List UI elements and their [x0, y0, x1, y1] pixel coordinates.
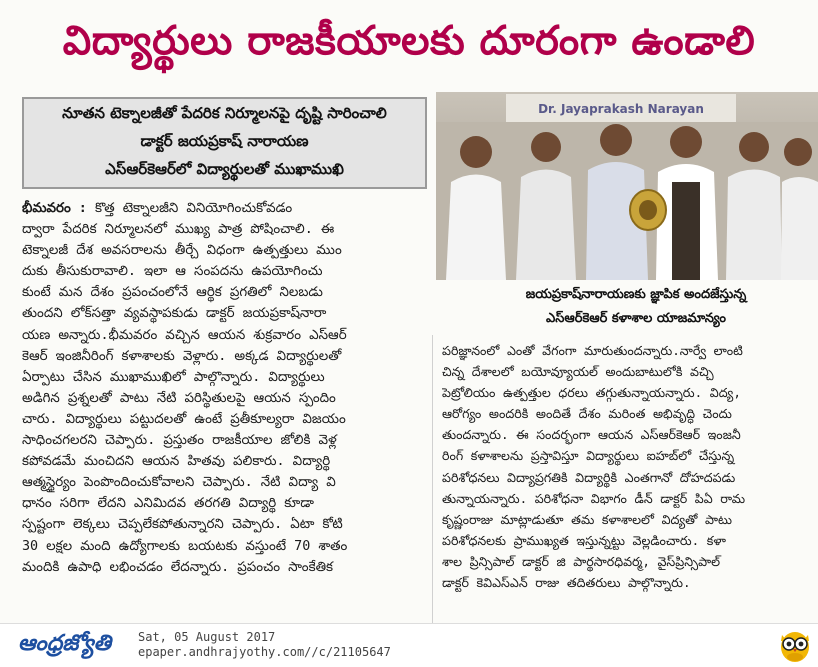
article-line: మందికి ఉపాధి లభించడం లేదన్నారు. ప్రపంచం సాంకేతిక: [22, 559, 334, 575]
article-line: రింగ్ కళాశాలను ప్రస్తావిస్తూ విద్యార్థులు ఐహబ్‌లో చేస్తున్న: [442, 448, 735, 464]
article-left-column: [22, 198, 427, 620]
article-line: తుందని లోక్‌సత్తా వ్యవస్థాపకుడు డాక్టర్ జయప్రకాష్‌నారా: [22, 306, 327, 322]
article-line: చారు. విద్యార్థులు పట్టుదలతో ఉంటే ప్రతీకూల్యరా విజయం: [22, 411, 346, 427]
epaper-url[interactable]: epaper.andhrajyothy.com//c/21105647: [138, 645, 391, 659]
article-line: దుకు తీసుకురావాలి. ఇలా ఆ సంపదను ఉపయోగించు: [22, 264, 323, 280]
article-line: భీమవరం : కొత్త టెక్నాలజీని వినియోగించుకోవడం: [22, 201, 293, 216]
article-line: పెట్రోలియం ఉత్పత్తుల ధరలు తగ్గుతున్నాయన్నారు. విద్య,: [442, 385, 741, 401]
footer: [0, 623, 818, 667]
article-line: సాధించగలరని చెప్పారు. ప్రస్తుతం రాజకీయాల జోలికి వెళ్ల: [22, 433, 337, 449]
article-line: తున్నాయన్నారు. పరిశోధనా విభాగం డీన్ డాక్టర్ పిఏ రామ: [442, 490, 746, 506]
subheadline-line-1: నూతన టెక్నాలజీతో పేదరిక నిర్మూలనపై దృష్టి సారించాలి: [62, 104, 387, 122]
footer-meta: [138, 630, 391, 660]
andhrajyothy-logo[interactable]: ఆంధ్రజ్యోతి: [18, 631, 111, 656]
subheadline-line-2: డాక్టర్ జయప్రకాష్ నారాయణ: [140, 132, 309, 150]
dateline: భీమవరం :: [22, 201, 87, 216]
article-line: యణ అన్నారు.భీమవరం వచ్చిన ఆయన శుక్రవారం ఎస్ఆర్: [22, 327, 347, 343]
article-line: ఆరోగ్యం అందరికి అందితే దేశం మరింత అభివృద్ధి చెందు: [442, 406, 732, 422]
article-line: శాల ప్రిన్సిపాల్ డాక్టర్ జి పార్థసారధివర్మ, వైస్‌ప్రిన్సిపాల్: [442, 553, 721, 569]
article-line: స్పష్టంగా లెక్కలు చెప్పలేకపోతున్నారని చెప్పారు. ఏటా కోటి: [22, 517, 343, 533]
article-line: చిన్న దేశాలలో బయోవ్యూయల్ అందుబాటులోకి వచ్చి: [442, 364, 714, 380]
caption-line-1: జయప్రకాష్‌నారాయణకు జ్ఞాపిక అందజేస్తున్న: [525, 287, 747, 302]
article-right-column: [442, 340, 814, 625]
subheadline-box: [22, 97, 427, 189]
article-line: ఆత్మస్థైర్యం పెంపొందించుకోవాలని చెప్పారు. నేటి విద్యా వి: [22, 475, 336, 491]
article-line: డాక్టర్ కెవిఎస్ఎన్ రాజు తదితరులు పాల్గొన్నారు.: [442, 575, 691, 591]
caption-line-2: ఎస్ఆర్‌కెఆర్ కళాశాల యాజమాన్యం: [546, 311, 726, 326]
column-divider: [432, 335, 433, 623]
article-line: టెక్నాలజీ దేశ అవసరాలను తీర్చే విధంగా ఉత్పత్తులు ముం: [22, 243, 342, 259]
people-illustration: [436, 92, 818, 280]
article-line: 30 లక్షల మంది ఉద్యోగాలకు బయటకు వస్తుంటే 70 శాతం: [22, 538, 348, 554]
article-line: కెఆర్ ఇంజినీరింగ్ కళాశాలకు వెళ్లారు. అక్కడ విద్యార్థులతో: [22, 348, 342, 364]
article-line: కుంటే మన దేశం ప్రపంచంలోనే ఆర్థిక ప్రగతిలో నిలబడు: [22, 285, 323, 301]
owl-icon[interactable]: [778, 627, 812, 663]
headline: విద్యార్థులు రాజకీయాలకు దూరంగా ఉండాలి: [62, 18, 756, 64]
article-line: పరిశోధనలు విద్యాప్రగతికి విద్యార్థికి ఎంతగానో దోహదపడు: [442, 469, 736, 485]
article-line: పరిజ్ఞానంలో ఎంతో వేగంగా మారుతుందన్నారు.నార్వే లాంటి: [442, 343, 743, 358]
article-line: పరిశోధనలకు ప్రాముఖ్యత ఇస్తున్నట్టు వెల్లడించారు. కళా: [442, 532, 726, 548]
news-photo: [436, 92, 818, 280]
edition-date: Sat, 05 August 2017: [138, 630, 276, 644]
subheadline-line-3: ఎస్ఆర్‌కెఆర్‌లో విద్యార్థులతో ముఖాముఖి: [105, 160, 344, 178]
photo-caption: [476, 283, 796, 331]
article-line: కృష్ణంరాజు మాట్లాడుతూ తమ కళాశాలలో విద్యతో పాటు: [442, 511, 733, 527]
article-line: ఏర్పాటు చేసిన ముఖాముఖిలో పాల్గొన్నారు. విద్యార్థులు: [22, 369, 325, 385]
article-line: కపోవడమే మంచిదని ఆయన హితవు పలికారు. విద్యార్థి: [22, 454, 331, 470]
photo-banner: Dr. Jayaprakash Narayan: [506, 94, 736, 124]
article-line: ద్వారా పేదరిక నిర్మూలనలో ముఖ్య పాత్ర పోషించాలి. ఈ: [22, 222, 335, 238]
article-line: అడిగిన ప్రశ్నలతో పాటు నేటి పరిస్థితులపై ఆయన స్పందిం: [22, 390, 336, 406]
article-line: తుందన్నారు. ఈ సందర్భంగా ఆయన ఎస్ఆర్‌కెఆర్ ఇంజనీ: [442, 427, 741, 443]
article-line: ధానం సరిగా లేదని ఎనిమిదవ తరగతి విద్యార్థి కూడా: [22, 496, 314, 512]
